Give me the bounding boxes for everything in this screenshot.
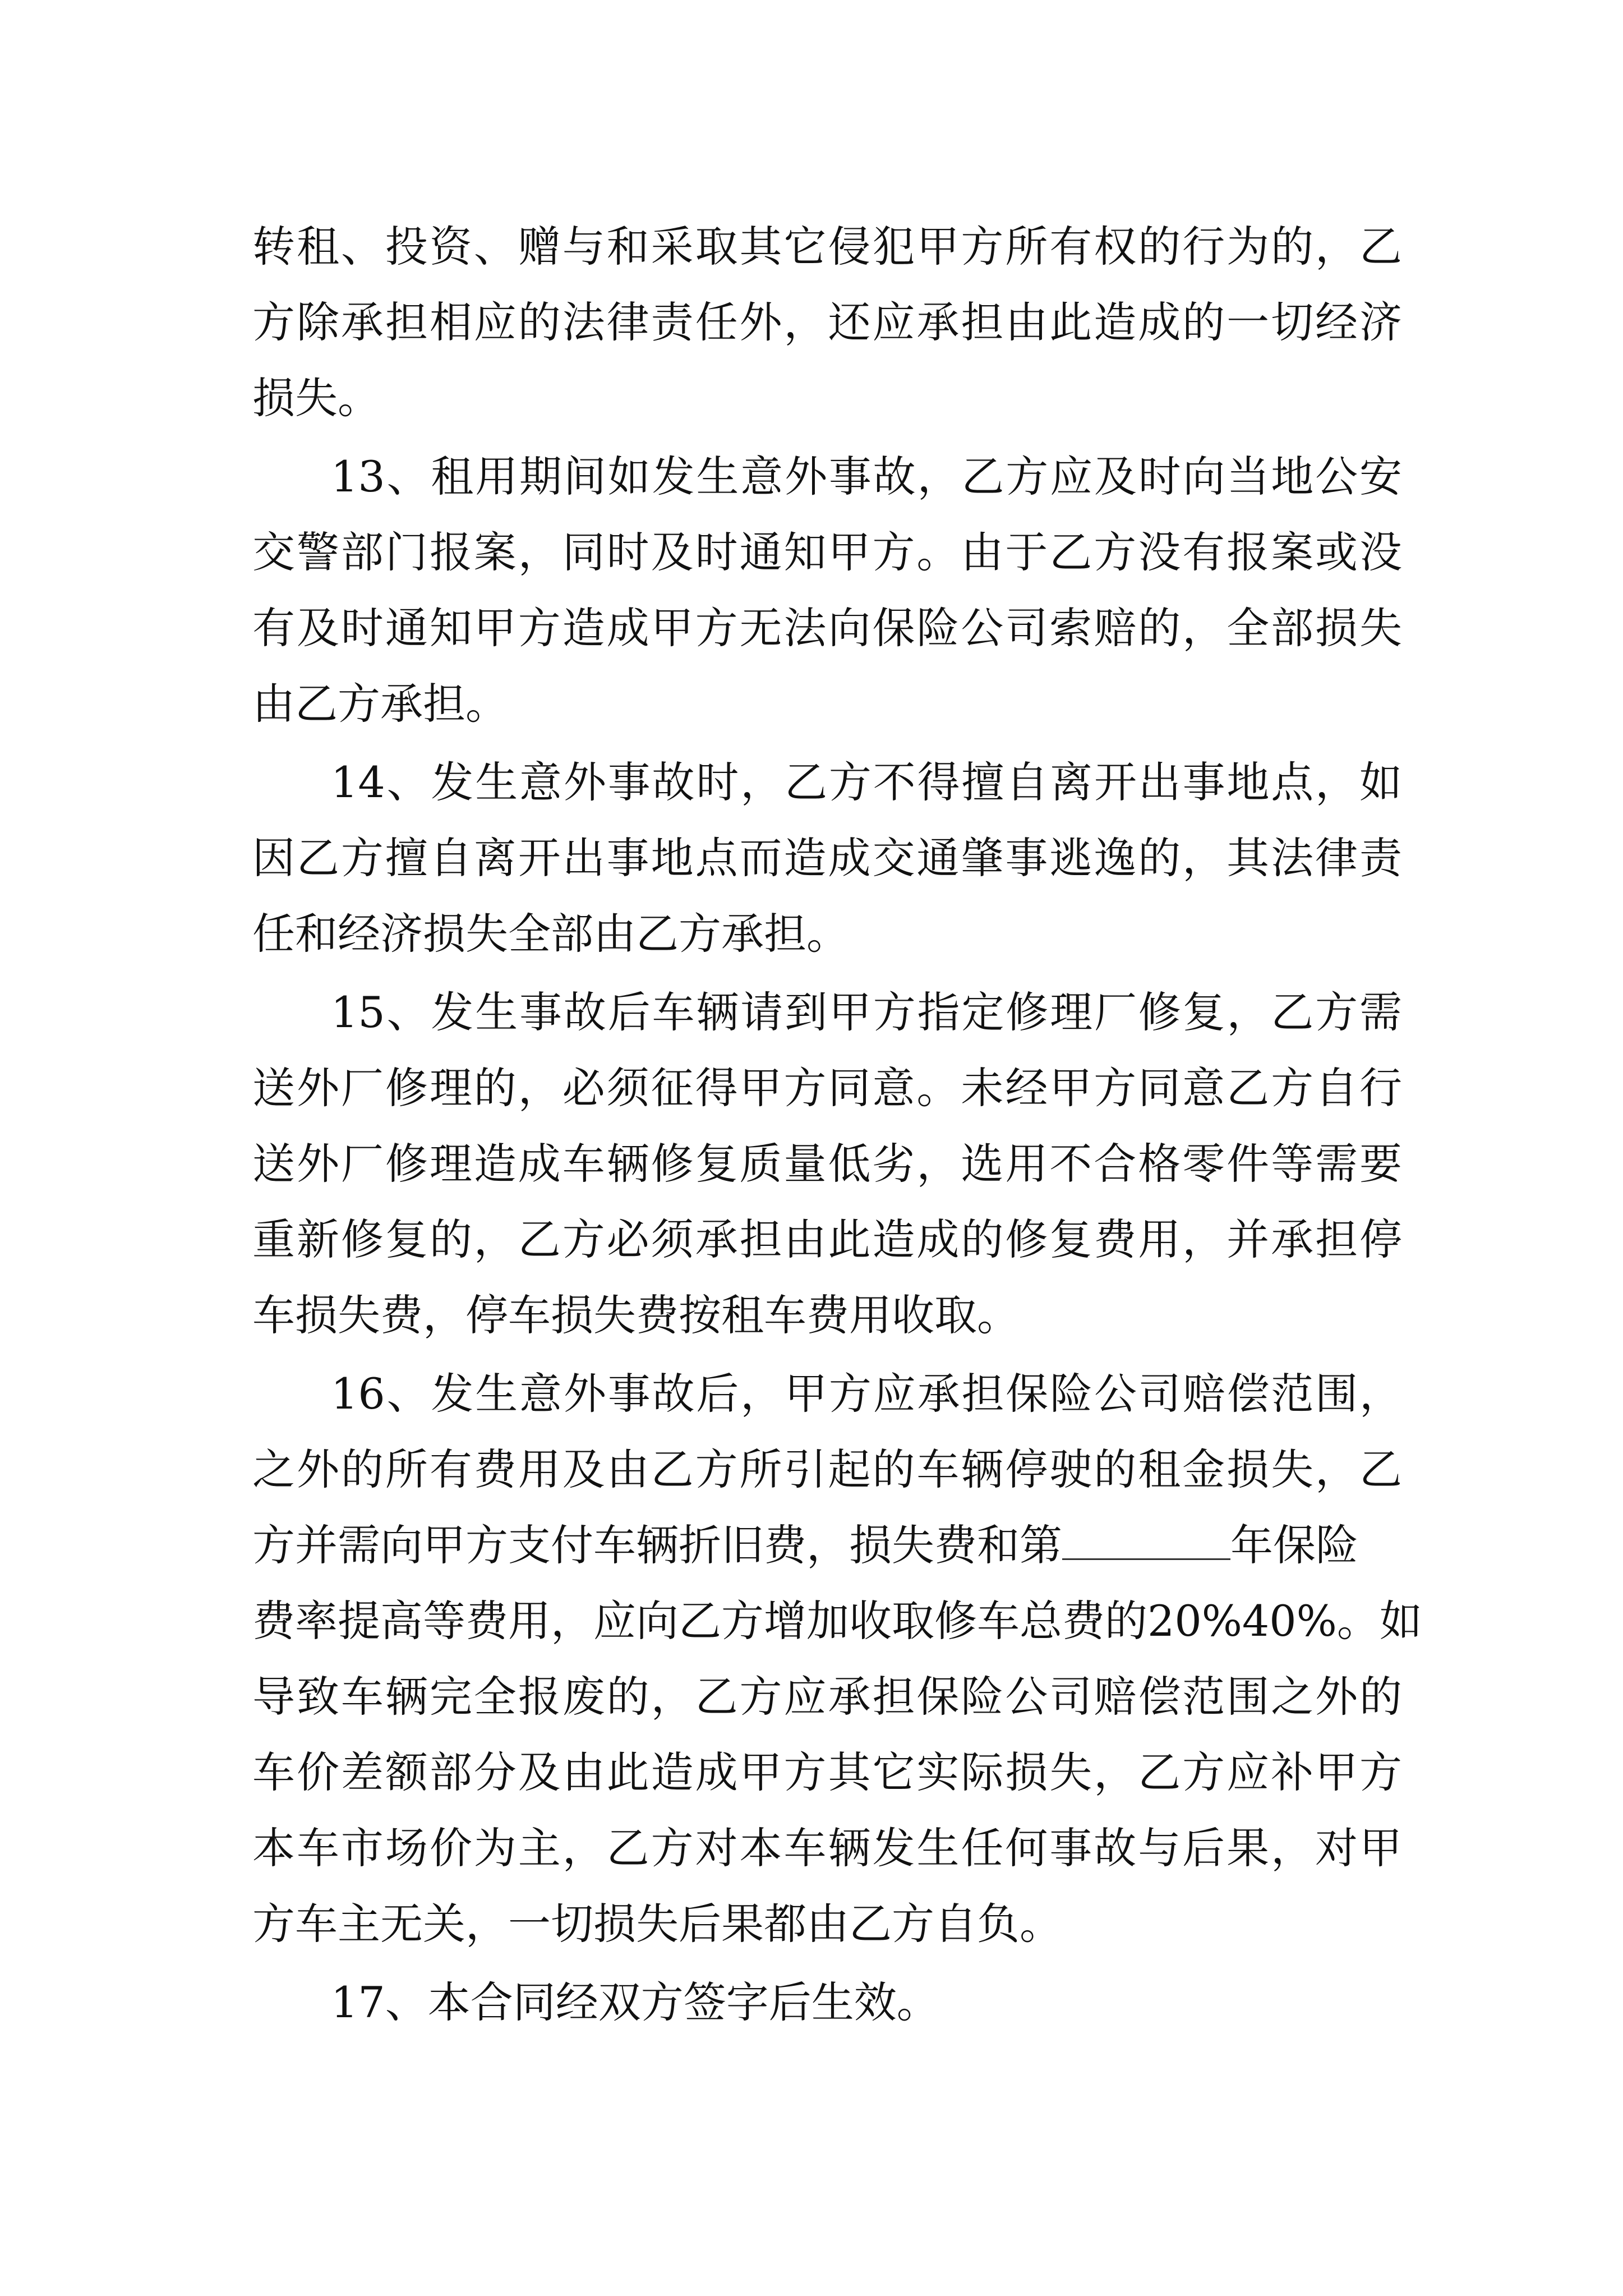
clause-17: 17、本合同经双方签字后生效。	[331, 1977, 939, 2027]
text-line: 有及时通知甲方造成甲方无法向保险公司索赔的，全部损失	[252, 603, 1402, 653]
clause-16-start: 16、发生意外事故后，甲方应承担保险公司赔偿范围，	[331, 1369, 1402, 1419]
text-segment: 年保险	[1230, 1520, 1358, 1570]
text-line: 之外的所有费用及由乙方所引起的车辆停驶的租金损失，乙	[252, 1444, 1402, 1494]
text-line: 送外厂修理的，必须征得甲方同意。未经甲方同意乙方自行	[252, 1063, 1402, 1113]
text-line: 重新修复的，乙方必须承担由此造成的修复费用，并承担停	[252, 1214, 1402, 1264]
text-line: 方除承担相应的法律责任外，还应承担由此造成的一切经济	[252, 297, 1402, 347]
text-line: 导致车辆完全报废的，乙方应承担保险公司赔偿范围之外的	[252, 1672, 1402, 1722]
text-line: 因乙方擅自离开出事地点而造成交通肇事逃逸的，其法律责	[252, 833, 1402, 883]
text-segment: 方并需向甲方支付车辆折旧费，损失费和第	[252, 1520, 1062, 1570]
text-line: 送外厂修理造成车辆修复质量低劣，选用不合格零件等需要	[252, 1139, 1402, 1189]
fill-in-blank[interactable]	[1062, 1556, 1230, 1560]
text-line: 任和经济损失全部由乙方承担。	[252, 909, 849, 959]
clause-13-start: 13、租用期间如发生意外事故，乙方应及时向当地公安	[331, 452, 1402, 501]
text-line: 车价差额部分及由此造成甲方其它实际损失，乙方应补甲方	[252, 1747, 1402, 1797]
text-line: 损失。	[252, 373, 380, 423]
clause-15-start: 15、发生事故后车辆请到甲方指定修理厂修复，乙方需	[331, 987, 1402, 1037]
text-line: 车损失费，停车损失费按租车费用收取。	[252, 1290, 1020, 1340]
text-line: 方车主无关，一切损失后果都由乙方自负。	[252, 1899, 1062, 1949]
clause-14-start: 14、发生意外事故时，乙方不得擅自离开出事地点，如	[331, 757, 1402, 807]
text-line: 费率提高等费用，应向乙方增加收取修车总费的20%40%。如	[252, 1596, 1422, 1646]
text-line: 由乙方承担。	[252, 679, 508, 729]
text-line: 交警部门报案，同时及时通知甲方。由于乙方没有报案或没	[252, 527, 1402, 577]
text-line-with-blank	[252, 1517, 1402, 1573]
text-line: 本车市场价为主，乙方对本车辆发生任何事故与后果，对甲	[252, 1823, 1402, 1873]
text-line: 转租、投资、赠与和采取其它侵犯甲方所有权的行为的，乙	[252, 222, 1402, 272]
